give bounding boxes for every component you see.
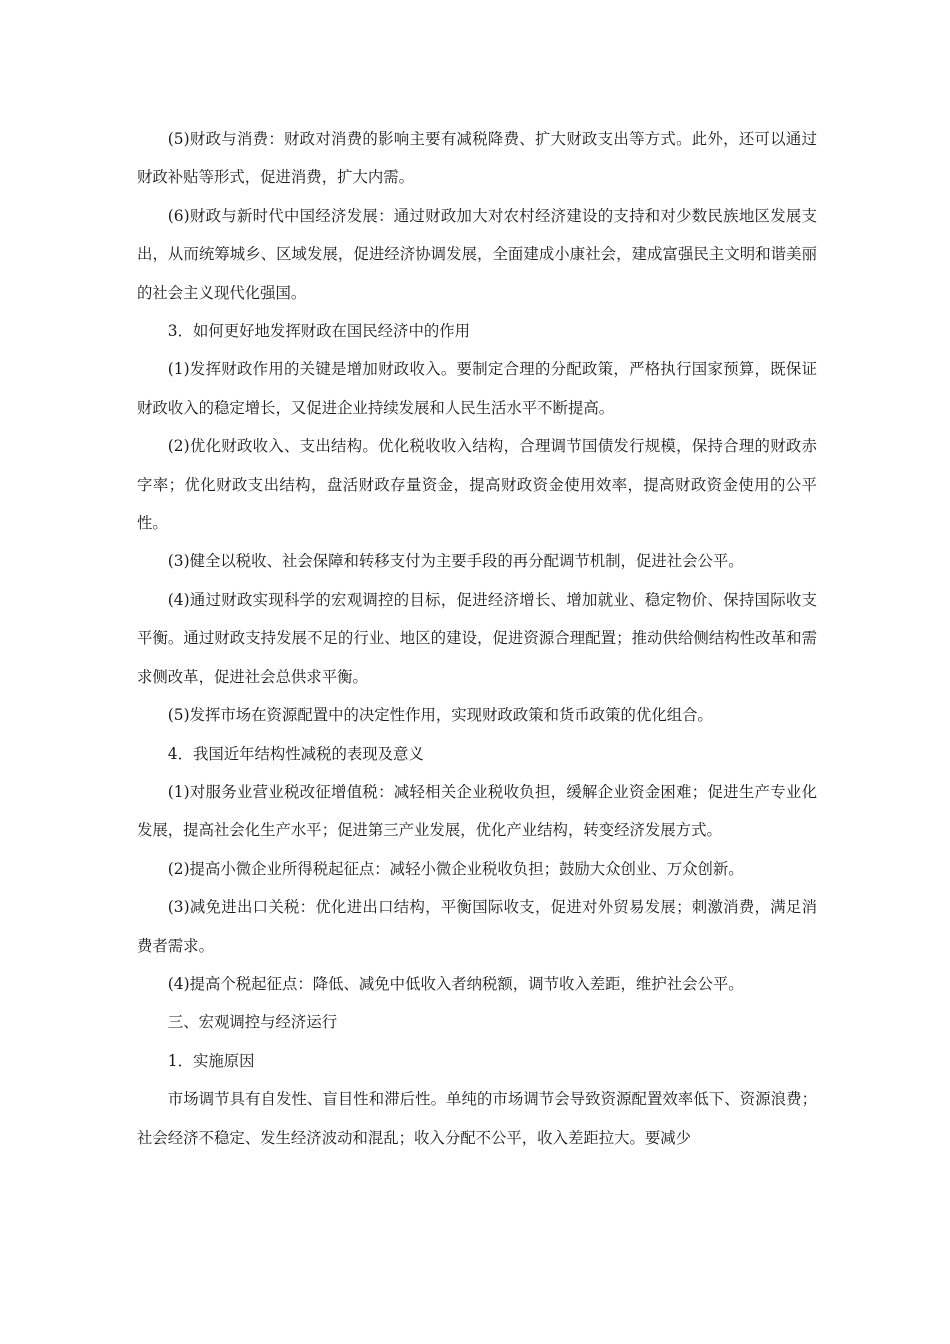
paragraph: (3)健全以税收、社会保障和转移支付为主要手段的再分配调节机制，促进社会公平。: [167, 552, 744, 571]
section-heading: 3．如何更好地发挥财政在国民经济中的作用: [167, 322, 471, 341]
paragraph: (1)对服务业营业税改征增值税：减轻相关企业税收负担，缓解企业资金困难；促进生产专业化发展，提高社会化生产水平；促进第三产业发展，优化产业结构，转变经济发展方式。: [137, 782, 817, 840]
paragraph: (4)通过财政实现科学的宏观调控的目标，促进经济增长、增加就业、稳定物价、保持国际收支平衡。通过财政支持发展不足的行业、地区的建设，促进资源合理配置；推动供给侧结构性改革和需求侧改革，促进社会总供求平衡。: [137, 590, 817, 686]
paragraph: (5)财政与消费：财政对消费的影响主要有减税降费、扩大财政支出等方式。此外，还可以通过财政补贴等形式，促进消费，扩大内需。: [137, 130, 817, 187]
paragraph: 市场调节具有自发性、盲目性和滞后性。单纯的市场调节会导致资源配置效率低下、资源浪费；社会经济不稳定、发生经济波动和混乱；收入分配不公平，收入差距拉大。要减少: [137, 1090, 817, 1147]
paragraph: (4)提高个税起征点：降低、减免中低收入者纳税额，调节收入差距，维护社会公平。: [167, 974, 744, 993]
paragraph: (2)优化财政收入、支出结构。优化税收收入结构，合理调节国债发行规模，保持合理的财政赤字率；优化财政支出结构，盘活财政存量资金，提高财政资金使用效率，提高财政资金使用的公平性。: [137, 437, 817, 533]
document-body: [137, 120, 817, 1157]
chapter-heading: 三、宏观调控与经济运行: [167, 1013, 338, 1032]
paragraph: (1)发挥财政作用的关键是增加财政收入。要制定合理的分配政策，严格执行国家预算，既保证财政收入的稳定增长，又促进企业持续发展和人民生活水平不断提高。: [137, 360, 817, 417]
paragraph: (3)减免进出口关税：优化进出口结构，平衡国际收支，促进对外贸易发展；刺激消费，满足消费者需求。: [137, 898, 817, 955]
section-heading: 1．实施原因: [167, 1051, 255, 1070]
paragraph: (2)提高小微企业所得税起征点：减轻小微企业税收负担；鼓励大众创业、万众创新。: [167, 859, 744, 878]
paragraph: (6)财政与新时代中国经济发展：通过财政加大对农村经济建设的支持和对少数民族地区发展支出，从而统筹城乡、区域发展，促进经济协调发展，全面建成小康社会，建成富强民主文明和谐美丽的社会主义现代化强国。: [137, 206, 817, 302]
section-heading: 4．我国近年结构性减税的表现及意义: [167, 744, 424, 763]
paragraph: (5)发挥市场在资源配置中的决定性作用，实现财政政策和货币政策的优化组合。: [167, 706, 713, 725]
